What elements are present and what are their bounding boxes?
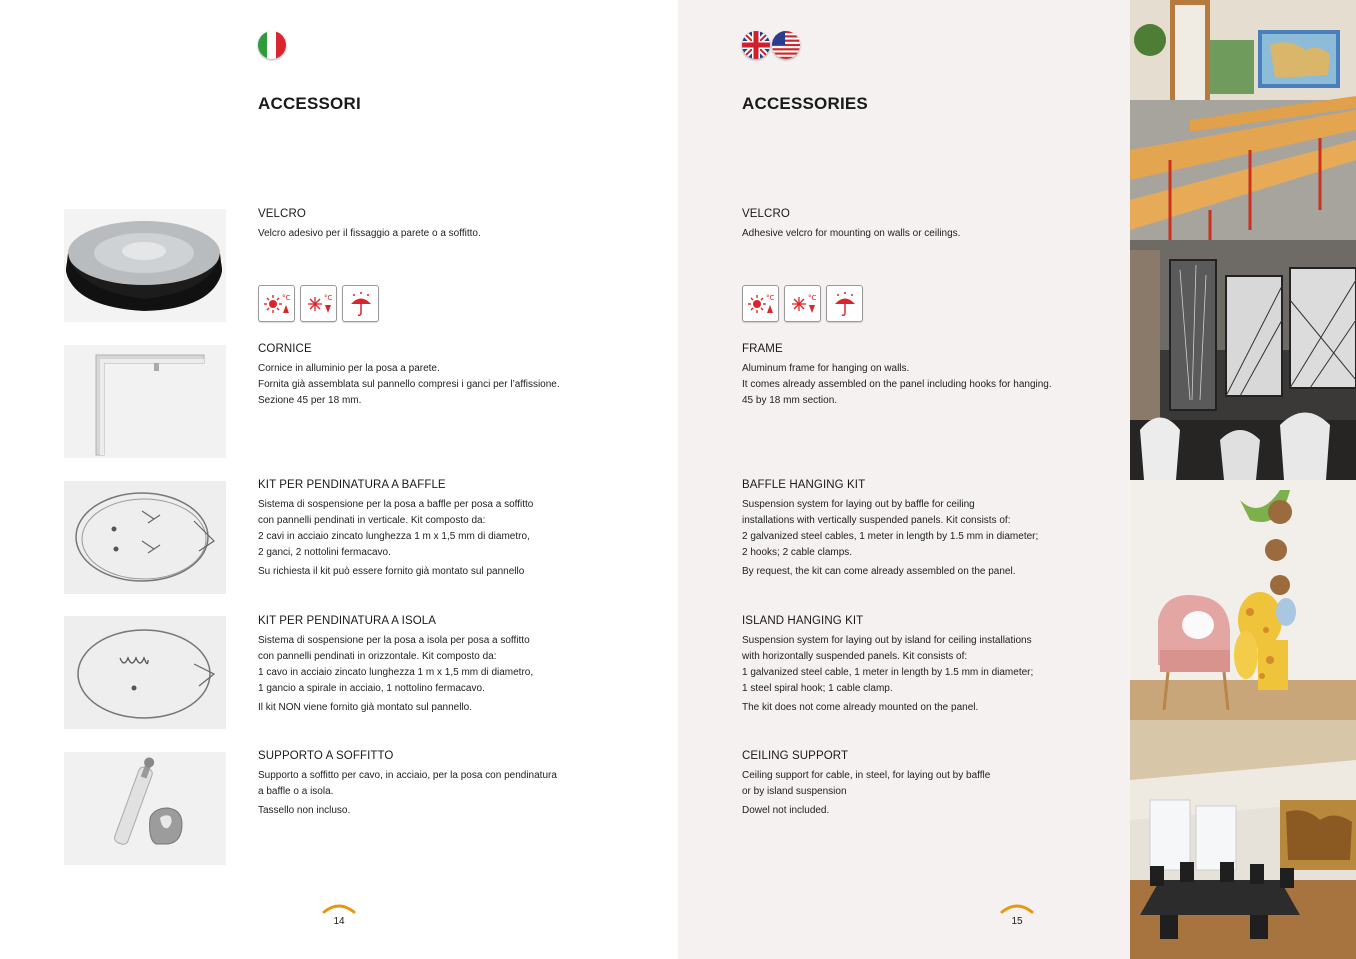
item-note-support-it: Tassello non incluso. xyxy=(258,805,351,816)
item-text-island-en: Suspension system for laying out by island for ceiling installations with horizontally suspended panels. Kit consists of: 1 galvanized steel cable, 1 meter in length by 1.5 mm in diameter; 1 steel spiral hook; 1 cable clamp. xyxy=(742,635,1034,694)
page-title-english: ACCESSORIES xyxy=(742,94,868,113)
island-kit-image xyxy=(64,616,226,729)
item-text-island-it: Sistema di sospensione per la posa a isola per posa a soffitto con pannelli pendinati in orizzontale. Kit composto da: 1 cavo in acciaio zincato lunghezza 1 m x 1,5 mm di diametro, 1 gancio a spirale in acciaio, 1 nottolino fermacavo. xyxy=(258,635,534,694)
condition-icons-it xyxy=(258,285,379,322)
item-text-support-it: Supporto a soffitto per cavo, in acciaio, per la posa con pendinatura a baffle o a isola. xyxy=(258,770,557,797)
item-title-island-it: KIT PER PENDINATURA A ISOLA xyxy=(258,615,437,627)
page-number-right: 15 xyxy=(1011,916,1023,927)
item-note-island-en: The kit does not come already mounted on the panel. xyxy=(742,702,979,713)
cold-temperature-icon xyxy=(300,285,337,322)
page-title-italian: ACCESSORI xyxy=(258,94,361,113)
item-note-baffle-it: Su richiesta il kit può essere fornito già montato sul pannello xyxy=(258,566,525,577)
page-arc-left-icon xyxy=(322,902,356,914)
item-text-frame-it: Cornice in alluminio per la posa a parete. Fornita già assemblata sul pannello compresi i ganci per l’affissione. Sezione 45 per 18 mm. xyxy=(258,363,560,406)
photo-strip xyxy=(1130,0,1356,959)
item-text-baffle-en: Suspension system for laying out by baffle for ceiling installations with vertically suspended panels. Kit consists of: 2 galvanized steel cables, 1 meter in length by 1.5 mm in diameter; 2 hooks; 2 cable clamps. xyxy=(742,499,1039,558)
item-title-baffle-it: KIT PER PENDINATURA A BAFFLE xyxy=(258,479,446,491)
item-text-support-en: Ceiling support for cable, in steel, for laying out by baffle or by island suspension xyxy=(742,770,991,797)
svg-text:°C: °C xyxy=(281,293,290,302)
heat-temperature-icon xyxy=(742,285,779,322)
item-note-island-it: Il kit NON viene fornito già montato sul pannello. xyxy=(258,702,472,713)
svg-text:°C: °C xyxy=(323,293,332,302)
svg-text:°C: °C xyxy=(807,293,816,302)
velcro-roll-image xyxy=(64,209,226,322)
condition-icons-en xyxy=(742,285,863,322)
humidity-umbrella-icon xyxy=(342,285,379,322)
aluminum-frame-image xyxy=(64,345,226,458)
restaurant-photo xyxy=(1130,240,1356,480)
item-text-velcro-en: Adhesive velcro for mounting on walls or ceilings. xyxy=(742,228,961,239)
item-title-velcro-en: VELCRO xyxy=(742,208,790,220)
heat-temperature-icon xyxy=(258,285,295,322)
item-title-baffle-en: BAFFLE HANGING KIT xyxy=(742,479,866,491)
kids-room-photo xyxy=(1130,480,1356,720)
item-note-support-en: Dowel not included. xyxy=(742,805,830,816)
classroom-photo xyxy=(1130,0,1356,240)
svg-text:°C: °C xyxy=(765,293,774,302)
item-text-frame-en: Aluminum frame for hanging on walls. It comes already assembled on the panel including hooks for hanging. 45 by 18 mm section. xyxy=(742,363,1052,406)
item-text-velcro-it: Velcro adesivo per il fissaggio a parete o a soffitto. xyxy=(258,228,481,239)
item-title-island-en: ISLAND HANGING KIT xyxy=(742,615,864,627)
meeting-room-photo xyxy=(1130,720,1356,959)
item-title-frame-en: FRAME xyxy=(742,343,783,355)
cold-temperature-icon xyxy=(784,285,821,322)
us-flag-icon xyxy=(772,31,800,59)
item-title-support-it: SUPPORTO A SOFFITTO xyxy=(258,750,394,762)
item-title-support-en: CEILING SUPPORT xyxy=(742,750,849,762)
item-note-baffle-en: By request, the kit can come already assembled on the panel. xyxy=(742,566,1016,577)
uk-flag-icon xyxy=(742,31,770,59)
baffle-kit-image xyxy=(64,481,226,594)
ceiling-support-image xyxy=(64,752,226,865)
italy-flag-icon xyxy=(258,31,286,59)
page-arc-right-icon xyxy=(1000,902,1034,914)
item-text-baffle-it: Sistema di sospensione per la posa a baffle per posa a soffitto con pannelli pendinati in verticale. Kit composto da: 2 cavi in acciaio zincato lunghezza 1 m x 1,5 mm di diametro, 2 ganci, 2 nottolini fermacavo. xyxy=(258,499,534,558)
item-title-velcro-it: VELCRO xyxy=(258,208,306,220)
item-title-frame-it: CORNICE xyxy=(258,343,312,355)
page-number-left: 14 xyxy=(333,916,345,927)
humidity-umbrella-icon xyxy=(826,285,863,322)
